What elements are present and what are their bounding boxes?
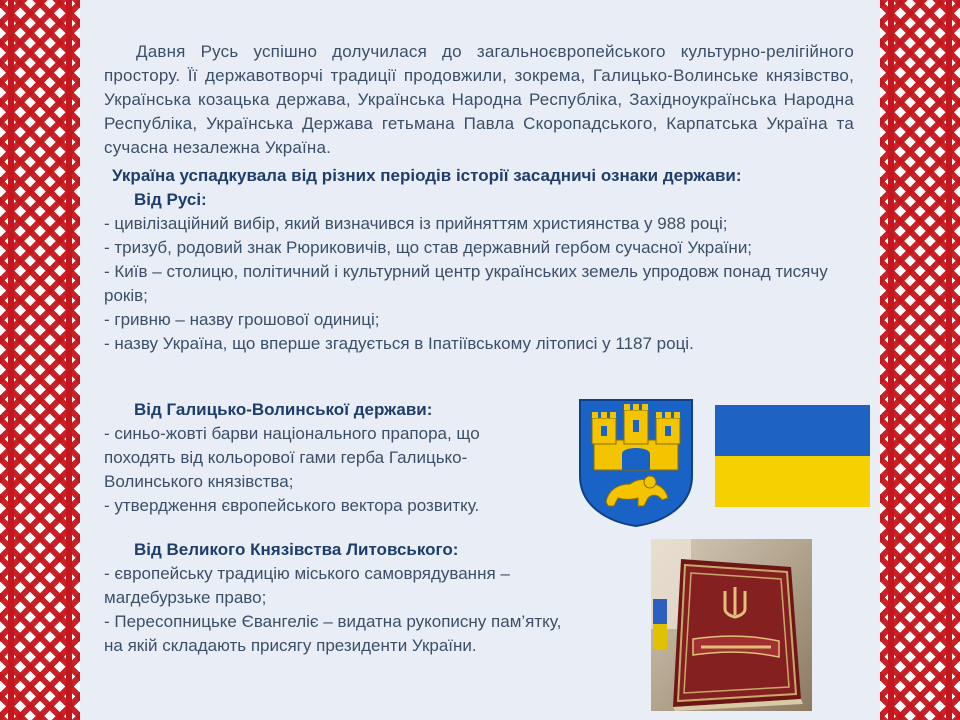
list-item: - європейську традицію міського самоврядування – магдебурзьке право; <box>104 564 510 607</box>
list-item: - утвердження європейського вектора розвитку. <box>104 496 480 515</box>
rus-list <box>104 212 854 356</box>
main-text-block <box>104 40 854 356</box>
right-ornament-border <box>880 0 960 720</box>
list-item: - гривню – назву грошової одиниці; <box>104 310 380 329</box>
left-ornament-border <box>0 0 80 720</box>
galicia-heading: Від Галицько-Волинської держави: <box>134 400 433 419</box>
list-item: - тризуб, родовий знак Рюриковичів, що став державний гербом сучасної України; <box>104 238 753 257</box>
list-item: - синьо-жовті барви національного прапора, що походять від кольорової гами герба Галицько-Волинського князівства; <box>104 424 480 491</box>
galicia-section <box>104 398 554 518</box>
list-item: - Пересопницьке Євангеліє – видатна рукописну пам’ятку, на якій складають присягу президенти України. <box>104 612 562 655</box>
lithuania-heading: Від Великого Князівства Литовського: <box>134 540 459 559</box>
lithuania-section <box>104 538 564 658</box>
rus-heading: Від Русі: <box>134 190 207 209</box>
lviv-coat-of-arms-image <box>578 398 694 528</box>
main-heading: Україна успадкувала від різних періодів історії засадничі ознаки держави: <box>112 166 742 185</box>
galicia-list <box>104 422 554 518</box>
list-item: - цивілізаційний вибір, який визначився із прийняттям християнства у 988 році; <box>104 214 728 233</box>
peresopnytsia-gospel-image <box>651 539 812 711</box>
intro-paragraph: Давня Русь успішно долучилася до загальноєвропейського культурно-релігійного простору. Її державотворчі традиції продовжили, зокрема, Галицько-Волинське князівство, Українська козацька держава, Українська Народна Республіка, Західноукраїнська Народна Республіка, Українська Держава гетьмана Павла Скоропадського, Карпатська Україна та сучасна незалежна Україна. <box>104 42 854 157</box>
ukraine-flag-image <box>715 405 870 507</box>
lithuania-list <box>104 562 564 658</box>
list-item: - Київ – столицю, політичний і культурний центр українських земель упродовж понад тисячу років; <box>104 262 828 305</box>
list-item: - назву Україна, що вперше згадується в Іпатіївському літописі у 1187 році. <box>104 334 694 353</box>
